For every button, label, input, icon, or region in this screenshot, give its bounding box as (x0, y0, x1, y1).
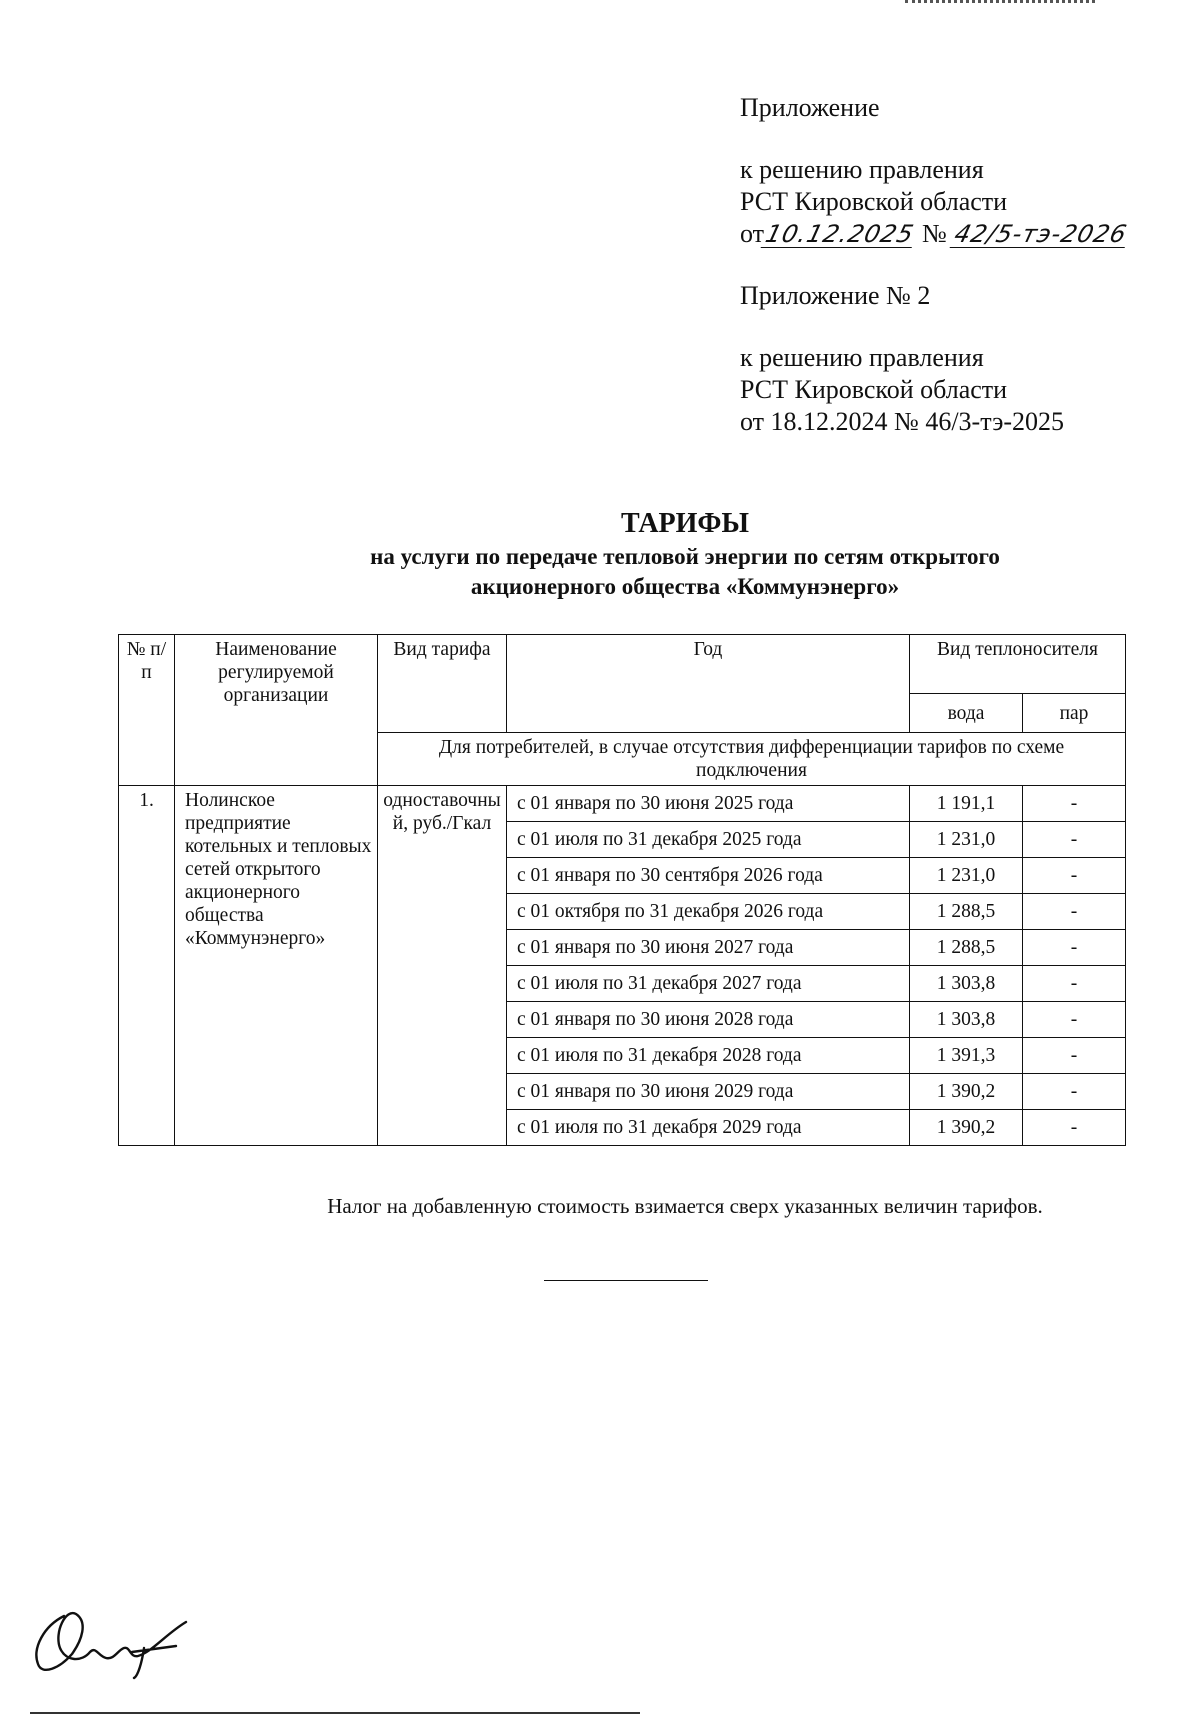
tariff-type: одноставочный, руб./Гкал (378, 786, 507, 1146)
appendix-header (740, 92, 1129, 438)
row-number: 1. (119, 786, 175, 1146)
period-cell: с 01 января по 30 июня 2029 года (507, 1074, 910, 1110)
period-cell: с 01 января по 30 июня 2027 года (507, 930, 910, 966)
steam-tariff-cell: - (1023, 1038, 1126, 1074)
tariff-table (118, 634, 1126, 1146)
water-tariff-cell: 1 390,2 (910, 1074, 1023, 1110)
handwritten-date: 10.12.2025 (762, 220, 918, 248)
period-cell: с 01 июля по 31 декабря 2025 года (507, 822, 910, 858)
steam-tariff-cell: - (1023, 858, 1126, 894)
number-prefix: № (921, 219, 947, 248)
steam-tariff-cell: - (1023, 822, 1126, 858)
table-header-row (119, 635, 1126, 694)
header-org: Наименование регулируемой организации (175, 635, 378, 786)
water-tariff-cell: 1 390,2 (910, 1110, 1023, 1146)
steam-tariff-cell: - (1023, 1074, 1126, 1110)
water-tariff-cell: 1 391,3 (910, 1038, 1023, 1074)
header-carrier: Вид теплоносителя (910, 635, 1126, 694)
document-title (120, 506, 1200, 602)
steam-tariff-cell: - (1023, 894, 1126, 930)
steam-tariff-cell: - (1023, 1110, 1126, 1146)
water-tariff-cell: 1 191,1 (910, 786, 1023, 822)
period-cell: с 01 января по 30 сентября 2026 года (507, 858, 910, 894)
steam-tariff-cell: - (1023, 966, 1126, 1002)
handwritten-number: 42/5-тэ-2026 (951, 220, 1131, 248)
appendix2-title: Приложение № 2 (740, 281, 931, 310)
water-tariff-cell: 1 288,5 (910, 894, 1023, 930)
period-cell: с 01 октября по 31 декабря 2026 года (507, 894, 910, 930)
organization-name: Нолинское предприятие котельных и тепловых сетей открытого акционерного общества «Коммунэнерго» (175, 786, 378, 1146)
appendix-date-line (740, 218, 1129, 250)
header-num: № п/п (119, 635, 175, 786)
title-line1: на услуги по передаче тепловой энергии по сетям открытого (370, 544, 1000, 569)
appendix-ref-line2: РСТ Кировской области (740, 187, 1008, 216)
water-tariff-cell: 1 231,0 (910, 822, 1023, 858)
period-cell: с 01 июля по 31 декабря 2029 года (507, 1110, 910, 1146)
header-type: Вид тарифа (378, 635, 507, 733)
steam-tariff-cell: - (1023, 786, 1126, 822)
bottom-line (30, 1712, 640, 1714)
header-water: вода (910, 694, 1023, 733)
period-cell: с 01 июля по 31 декабря 2027 года (507, 966, 910, 1002)
header-steam: пар (1023, 694, 1126, 733)
date-prefix: от (740, 219, 765, 248)
table-row (119, 786, 1126, 822)
closing-rule (544, 1280, 708, 1281)
handwritten-signature-icon (26, 1602, 206, 1687)
water-tariff-cell: 1 231,0 (910, 858, 1023, 894)
period-cell: с 01 января по 30 июня 2025 года (507, 786, 910, 822)
vat-footnote: Налог на добавленную стоимость взимается сверх указанных величин тарифов. (327, 1194, 1043, 1218)
period-cell: с 01 июля по 31 декабря 2028 года (507, 1038, 910, 1074)
appendix2-ref-line1: к решению правления (740, 343, 984, 372)
title-line2: акционерного общества «Коммунэнерго» (470, 574, 900, 599)
water-tariff-cell: 1 303,8 (910, 966, 1023, 1002)
header-year: Год (507, 635, 910, 733)
water-tariff-cell: 1 303,8 (910, 1002, 1023, 1038)
table-subheader: Для потребителей, в случае отсутствия дифференциации тарифов по схеме подключения (378, 733, 1126, 786)
appendix-ref-line1: к решению правления (740, 155, 984, 184)
steam-tariff-cell: - (1023, 930, 1126, 966)
scan-mark (905, 0, 1095, 9)
appendix-title: Приложение (740, 93, 880, 122)
appendix2-ref-line2: РСТ Кировской области (740, 375, 1008, 404)
title-main: ТАРИФЫ (621, 508, 749, 539)
water-tariff-cell: 1 288,5 (910, 930, 1023, 966)
appendix2-ref-line3: от 18.12.2024 № 46/3-тэ-2025 (740, 407, 1065, 436)
steam-tariff-cell: - (1023, 1002, 1126, 1038)
period-cell: с 01 января по 30 июня 2028 года (507, 1002, 910, 1038)
